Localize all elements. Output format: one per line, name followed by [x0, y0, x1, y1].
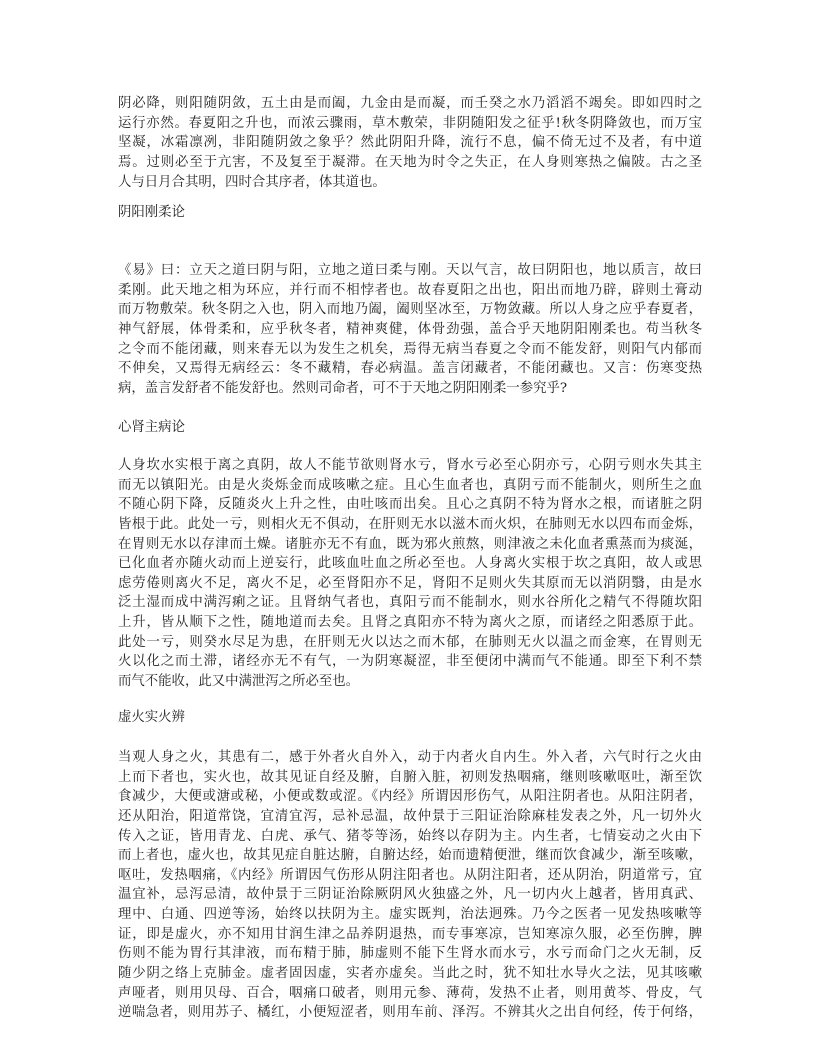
paragraph-intro	[118, 94, 702, 192]
text-line: 此处一亏，则癸水尽足为患，在肝则无火以达之而木郁，在肺则无火以温之而金寒，在胃则无	[118, 634, 702, 650]
text-line: 虑劳倦则离火不足，离火不足，必至肾阳亦不足，肾阳不足则火失其原而无以消阴翳，由是水	[118, 575, 702, 591]
text-line: 运行亦然。春夏阳之升也，而浓云骤雨，草木敷荣，非阴随阳发之征乎!秋冬阴降敛也，而万宝	[118, 115, 702, 131]
text-line: 温宜补，忌泻忌清，故仲景于三阴证治除厥阴风火独盛之外，凡一切内火上越者，皆用真武、	[118, 887, 702, 903]
paragraph-xinshen-zhubing	[118, 456, 702, 692]
section-heading-xinshen-zhubing: 心肾主病论	[118, 420, 185, 435]
text-line: 已化血者亦随火动而上逆妄行，此咳血吐血之所必至也。人身离火实根于坎之真阳，故人或思	[118, 556, 702, 572]
text-line: 食减少，大便或溏或秘，小便或数或涩。《内经》所谓因形伤气，从阳注阴者也。从阳注阴者，	[118, 789, 702, 805]
text-line: 伤则不能为胃行其津液，而布精于肺，肺虚则不能下生肾水而水亏，水亏而命门之火无制，反	[118, 946, 702, 962]
text-line: 皆根于此。此处一亏，则相火无不俱动，在肝则无水以滋木而火炽，在肺则无水以四布而金烁，	[118, 516, 702, 532]
text-line: 人身坎水实根于离之真阴，故人不能节欲则肾水亏，肾水亏必至心阴亦亏，心阴亏则水失其主	[118, 458, 702, 473]
text-line: 柔刚。此天地之相为环应，并行而不相悖者也。故春夏阳之出也，阳出而地乃辟，辟则土膏动	[118, 282, 702, 298]
text-line: 人与日月合其明，四时合其序者，体其道也。	[118, 174, 386, 190]
text-line: 而上者也，虚火也，故其见症自脏达腑，自腑达经，始而遗精便泄，继而饮食减少，渐至咳嗽，	[118, 848, 702, 864]
text-line: 而万物敷荣。秋冬阴之入也，阴入而地乃阖，阖则坚冰至，万物敛藏。所以人身之应乎春夏者，	[118, 302, 702, 318]
text-line: 上升，皆从顺下之性，随地道而去矣。且肾之真阳亦不特为离火之原，而诸经之阳悉原于此。	[118, 615, 702, 631]
text-line: 上而下者也，实火也，故其见证自经及腑，自腑入脏，初则发热咽痛，继则咳嗽呕吐，渐至饮	[118, 769, 702, 785]
text-line: 当观人身之火，其患有二，感于外者火自外入，动于内者火自内生。外入者，六气时行之火由	[118, 750, 702, 765]
text-line: 而气不能收，此又中满泄泻之所必至也。	[118, 674, 360, 690]
section-heading-xuhuo-shihuo: 虚火实火辨	[118, 710, 185, 725]
paragraph-yinyang-gangrou	[118, 261, 702, 398]
text-line: 火以化之而土滞，诸经亦无不有气，一为阴寒凝涩，非至便闭中满而气不能通。即至下利不禁	[118, 654, 702, 670]
text-line: 理中、白通、四逆等汤，始终以扶阴为主。虚实既判，治法迥殊。乃今之医者一见发热咳嗽等	[118, 907, 702, 923]
text-line: 在胃则无水以存津而土燥。诸脏亦无不有血，既为邪火煎熬，则津液之未化血者熏蒸而为痰涎，	[118, 536, 702, 552]
text-line: 还从阳治，阳道常饶，宜清宜泻，忌补忌温，故仲景于三阳证治除麻桂发表之外，凡一切外火	[118, 808, 702, 824]
text-line: 焉。过则必至于亢害，不及复至于凝滞。在天地为时令之失正，在人身则寒热之偏陂。古之圣	[118, 154, 702, 170]
text-line: 逆喘急者，则用苏子、橘红，小便短涩者，则用车前、泽泻。不辨其火之出自何经，传于何络，	[118, 1005, 702, 1021]
text-line: 声哑者，则用贝母、百合，咽痛口破者，则用元参、薄荷，发热不止者，则用黄芩、骨皮，气	[118, 985, 702, 1001]
text-line: 传入之证，皆用青龙、白虎、承气、猪苓等汤，始终以存阴为主。内生者，七情妄动之火由下	[118, 828, 702, 844]
paragraph-xuhuo-shihuo	[118, 748, 702, 1023]
section-heading-yinyang-gangrou: 阴阳刚柔论	[118, 205, 185, 220]
text-line: 坚凝，冰霜凛冽，非阳随阴敛之象乎？然此阴阳升降，流行不息，偏不倚无过不及者，有中道	[118, 135, 702, 151]
text-line: 《易》曰：立天之道曰阴与阳，立地之道曰柔与刚。天以气言，故曰阴阳也，地以质言，故曰	[118, 263, 702, 278]
text-line: 不随心阴下降，反随炎火上升之性，由吐咳而出矣。且心之真阴不特为肾水之根，而诸脏之阴	[118, 497, 702, 513]
text-line: 泛土湿而成中满泻痢之证。且肾纳气者也，真阳亏而不能制水，则水谷所化之精气不得随坎阳	[118, 595, 702, 611]
text-line: 阴必降，则阳随阴敛，五土由是而阖，九金由是而凝，而壬癸之水乃滔滔不竭矣。即如四时之	[118, 96, 702, 111]
text-line: 之令而不能闭藏，则来春无以为发生之机矣，焉得无病当春夏之令而不能发舒，则阳气内郁而	[118, 341, 702, 357]
text-line: 不伸矣，又焉得无病经云：冬不藏精，春必病温。盖言闭藏者，不能闭藏也。又言：伤寒变热	[118, 361, 702, 377]
text-line: 而无以镇阳光。由是火炎烁金而成咳嗽之症。且心生血者也，真阴亏而不能制火，则所生之血	[118, 477, 702, 493]
text-line: 病，盖言发舒者不能发舒也。然则司命者，可不于天地之阴阳刚柔一参究乎?	[118, 380, 568, 396]
text-line: 呕吐，发热咽痛，《内经》所谓因气伤形从阴注阳者也。从阴注阳者，还从阴治，阴道常亏，宜	[118, 867, 702, 883]
text-line: 证，即是虚火，亦不知用甘润生津之品养阴退热，而专事寒凉，岂知寒凉久服，必至伤脾，脾	[118, 926, 702, 942]
text-line: 神气舒展，体骨柔和，应乎秋冬者，精神爽健，体骨劲强，盖合乎天地阴阳刚柔也。苟当秋冬	[118, 321, 702, 337]
text-line: 随少阴之络上克肺金。虚者固因虚，实者亦虚矣。当此之时，犹不知壮水导火之法，见其咳嗽	[118, 966, 702, 982]
